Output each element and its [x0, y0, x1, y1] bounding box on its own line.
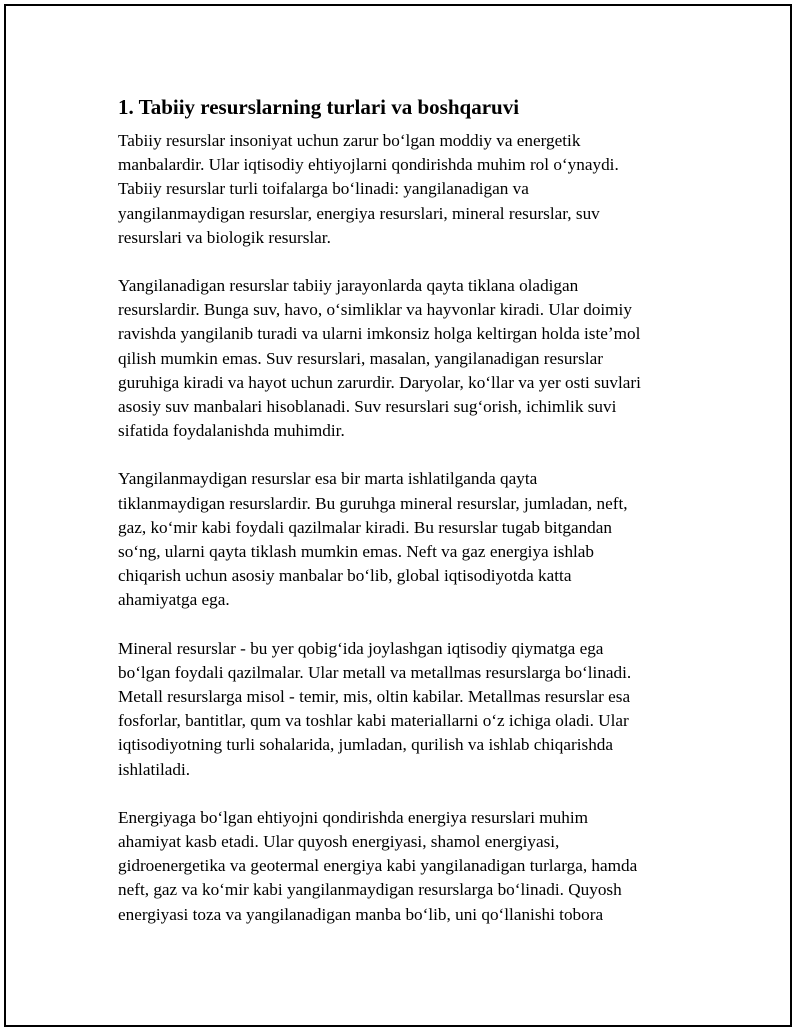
paragraph-nonrenewable: [118, 467, 698, 612]
document-body: [118, 93, 698, 951]
text-line: yangilanmaydigan resurslar, energiya resurslari, mineral resurslar, suv: [118, 203, 600, 223]
text-line: tiklanmaydigan resurslardir. Bu guruhga mineral resurslar, jumladan, neft,: [118, 493, 628, 513]
text-line: Tabiiy resurslar insoniyat uchun zarur boʻlgan moddiy va energetik: [118, 131, 581, 150]
text-line: sifatida foydalanishda muhimdir.: [118, 421, 345, 441]
text-line: ahamiyat kasb etadi. Ular quyosh energiyasi, shamol energiyasi,: [118, 832, 560, 852]
text-line: Mineral resurslar - bu yer qobigʻida joylashgan iqtisodiy qiymatga ega: [118, 638, 604, 658]
text-line: chiqarish uchun asosiy manbalar boʻlib, global iqtisodiyotda katta: [118, 566, 572, 586]
paragraph-mineral: [118, 637, 698, 782]
text-line: boʻlgan foydali qazilmalar. Ular metall va metallmas resurslarga boʻlinadi.: [118, 662, 632, 682]
text-line: gaz, koʻmir kabi foydali qazilmalar kiradi. Bu resurslar tugab bitgandan: [118, 517, 612, 537]
text-line: neft, gaz va koʻmir kabi yangilanmaydigan resurslarga boʻlinadi. Quyosh: [118, 880, 622, 900]
text-line: resurslardir. Bunga suv, havo, oʻsimliklar va hayvonlar kiradi. Ular doimiy: [118, 300, 632, 320]
text-line: Yangilanadigan resurslar tabiiy jarayonlarda qayta tiklana oladigan: [118, 276, 579, 296]
text-line: guruhiga kiradi va hayot uchun zarurdir. Daryolar, koʻllar va yer osti suvlari: [118, 372, 641, 392]
text-line: ravishda yangilanib turadi va ularni imkonsiz holga keltirgan holda isteʼmol: [118, 324, 641, 344]
text-line: Tabiiy resurslar turli toifalarga boʻlinadi: yangilanadigan va: [118, 179, 529, 199]
section-title: 1. Tabiiy resurslarning turlari va boshqaruvi: [118, 95, 520, 119]
text-line: gidroenergetika va geotermal energiya kabi yangilanadigan turlarga, hamda: [118, 856, 638, 876]
text-line: Metall resurslarga misol - temir, mis, oltin kabilar. Metallmas resurslar esa: [118, 687, 631, 707]
paragraph-intro: [118, 129, 698, 250]
text-line: resurslari va biologik resurslar.: [118, 227, 331, 247]
text-line: soʻng, ularni qayta tiklash mumkin emas. Neft va gaz energiya ishlab: [118, 542, 595, 562]
text-line: ishlatiladi.: [118, 759, 191, 779]
text-line: iqtisodiyotning turli sohalarida, jumladan, qurilish va ishlab chiqarishda: [118, 735, 614, 755]
text-line: ahamiyatga ega.: [118, 590, 230, 610]
text-line: asosiy suv manbalari hisoblanadi. Suv resurslari sugʻorish, ichimlik suvi: [118, 397, 617, 417]
text-line: Yangilanmaydigan resurslar esa bir marta ishlatilganda qayta: [118, 469, 538, 489]
text-line: energiyasi toza va yangilanadigan manba boʻlib, uni qoʻllanishi tobora: [118, 904, 604, 924]
paragraph-renewable: [118, 274, 698, 443]
paragraph-energy: [118, 806, 698, 927]
text-line: fosforlar, bantitlar, qum va toshlar kabi materiallarni oʻz ichiga oladi. Ular: [118, 711, 629, 731]
text-line: Energiyaga boʻlgan ehtiyojni qondirishda energiya resurslari muhim: [118, 807, 588, 827]
text-line: qilish mumkin emas. Suv resurslari, masalan, yangilanadigan resurslar: [118, 348, 603, 368]
text-line: manbalardir. Ular iqtisodiy ehtiyojlarni qondirishda muhim rol oʻynaydi.: [118, 155, 619, 175]
